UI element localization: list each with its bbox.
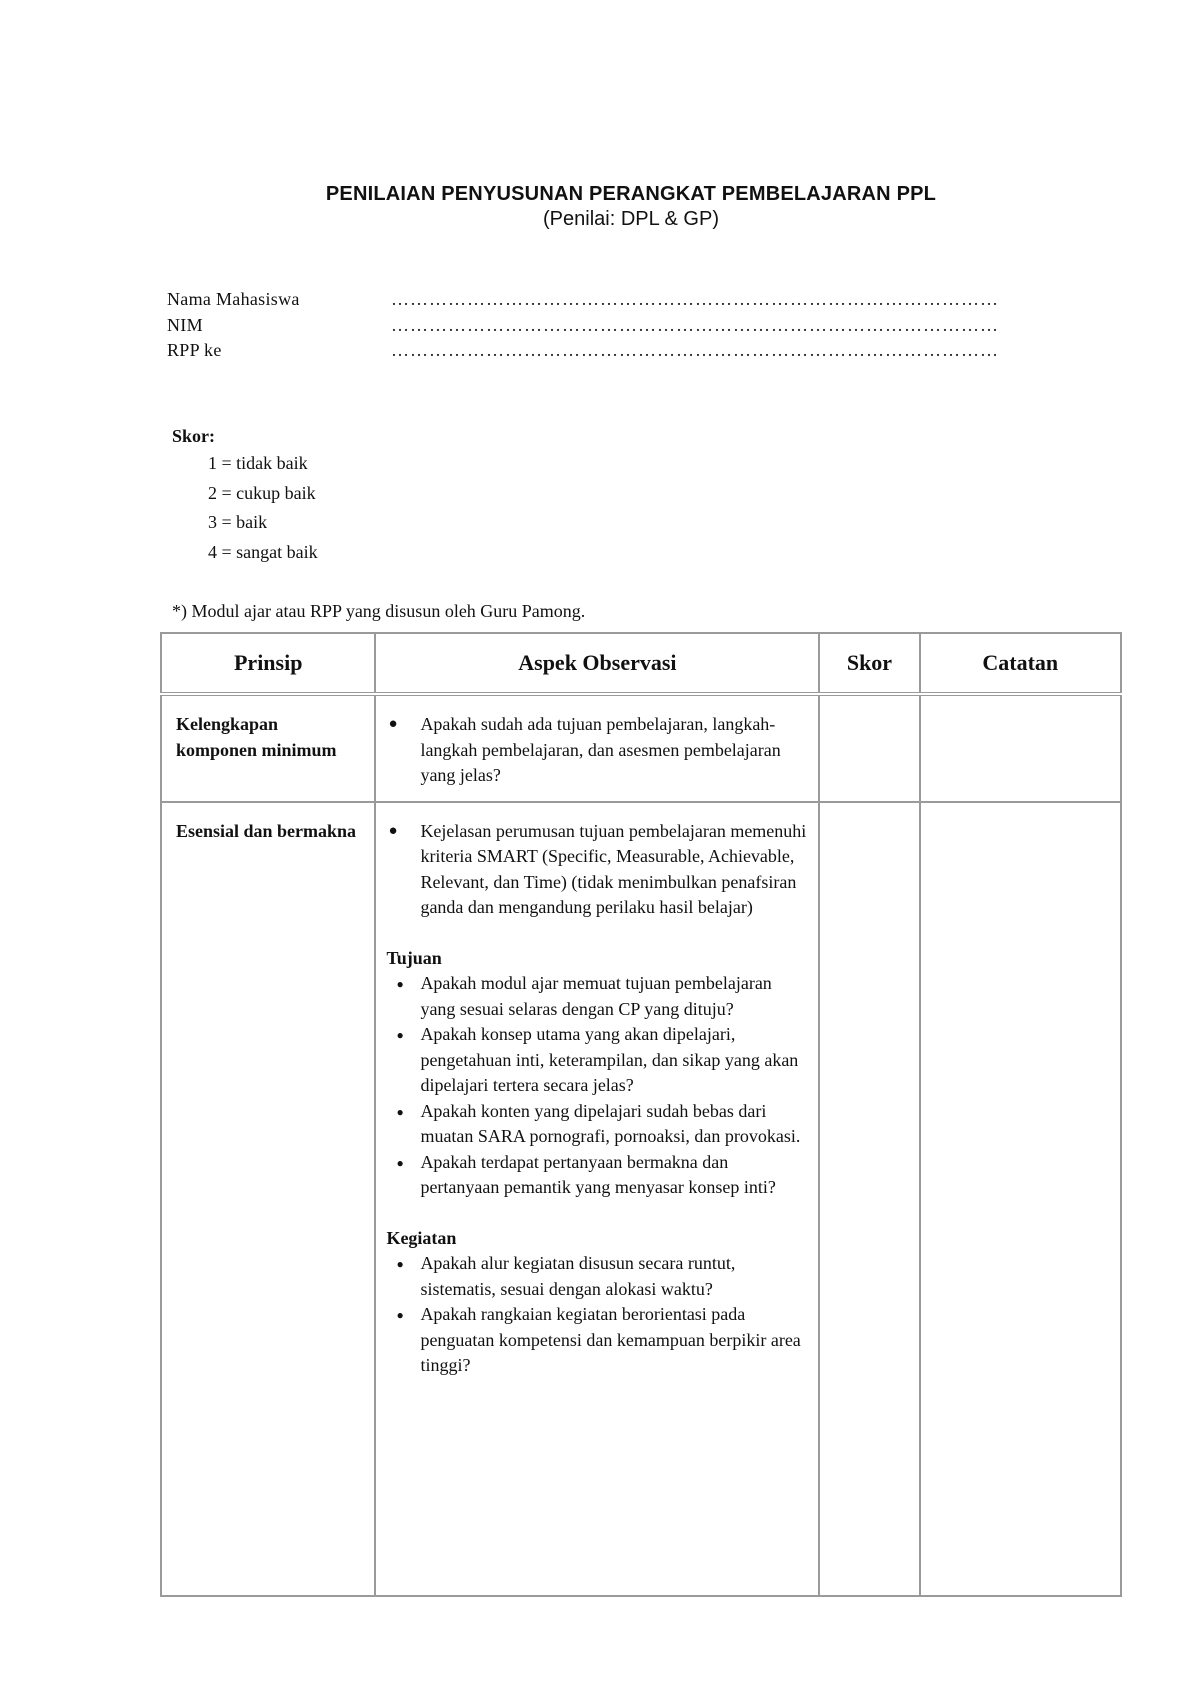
list-item: ● Apakah konsep utama yang akan dipelajari, pengetahuan inti, keterampilan, dan sikap yang akan dipelajari tertera secara jelas? <box>386 1022 806 1099</box>
score-legend-item: 4 = sangat baik <box>208 541 318 562</box>
list-item: ● Apakah terdapat pertanyaan bermakna dan pertanyaan pemantik yang menyasar konsep inti? <box>386 1150 806 1201</box>
list-item: ● Apakah rangkaian kegiatan berorientasi pada penguatan kompetensi dan kemampuan berpikir area tinggi? <box>386 1302 806 1379</box>
score-legend-item: 3 = baik <box>208 512 268 532</box>
field-label: NIM <box>167 314 203 335</box>
aspek-list <box>386 819 806 921</box>
table-row <box>161 802 1121 1596</box>
identity-fields <box>167 289 1107 366</box>
document-title: PENILAIAN PENYUSUNAN PERANGKAT PEMBELAJARAN PPL <box>325 183 937 205</box>
skor-cell[interactable] <box>819 802 919 1596</box>
fill-in-line[interactable]: …………………………………………………………………………………… <box>391 314 999 335</box>
fill-in-line[interactable]: …………………………………………………………………………………… <box>391 340 999 360</box>
field-label: RPP ke <box>167 340 222 360</box>
header-catatan: Catatan <box>920 633 1121 694</box>
title-block <box>0 183 1200 231</box>
header-prinsip: Prinsip <box>161 633 375 694</box>
section-heading-tujuan: Tujuan <box>386 947 442 968</box>
tujuan-list <box>386 971 806 1201</box>
prinsip-cell: Esensial dan bermakna <box>161 802 375 1596</box>
field-label: Nama Mahasiswa <box>167 289 300 309</box>
list-item: ● Apakah alur kegiatan disusun secara runtut, sistematis, sesuai dengan alokasi waktu? <box>386 1251 806 1302</box>
document-subtitle: (Penilai: DPL & GP) <box>543 208 719 230</box>
kegiatan-list <box>386 1251 806 1379</box>
list-item: ● Apakah modul ajar memuat tujuan pembelajaran yang sesuai selaras dengan CP yang dituju? <box>386 971 806 1022</box>
skor-cell[interactable] <box>819 694 919 802</box>
aspek-cell <box>375 694 819 802</box>
footnote: *) Modul ajar atau RPP yang disusun oleh Guru Pamong. <box>172 601 586 621</box>
catatan-cell[interactable] <box>920 694 1121 802</box>
list-item: ● Kejelasan perumusan tujuan pembelajaran memenuhi kriteria SMART (Specific, Measurable, Achievable, Relevant, dan Time) (tidak menimbulkan penafsiran ganda dan mengandung perilaku hasil belajar) <box>386 819 806 921</box>
score-legend-item: 1 = tidak baik <box>208 453 308 473</box>
table-row <box>161 694 1121 802</box>
score-legend-title: Skor: <box>172 426 216 446</box>
header-aspek-observasi: Aspek Observasi <box>375 633 819 694</box>
aspek-cell <box>375 802 819 1596</box>
field-rpp-ke <box>167 340 1107 366</box>
prinsip-cell: Kelengkapan komponen minimum <box>161 694 375 802</box>
catatan-cell[interactable] <box>920 802 1121 1596</box>
section-heading-kegiatan: Kegiatan <box>386 1227 457 1248</box>
field-nama-mahasiswa <box>167 289 1107 315</box>
field-nim <box>167 315 1107 341</box>
assessment-table <box>160 632 1122 1597</box>
aspek-list <box>386 712 806 789</box>
list-item: ● Apakah konten yang dipelajari sudah bebas dari muatan SARA pornografi, pornoaksi, dan provokasi. <box>386 1099 806 1150</box>
score-legend <box>172 426 318 571</box>
header-skor: Skor <box>819 633 919 694</box>
list-item: ● Apakah sudah ada tujuan pembelajaran, langkah-langkah pembelajaran, dan asesmen pembelajaran yang jelas? <box>386 712 806 789</box>
score-legend-item: 2 = cukup baik <box>208 482 316 503</box>
fill-in-line[interactable]: …………………………………………………………………………………… <box>391 289 999 309</box>
table-header-row <box>161 633 1121 694</box>
